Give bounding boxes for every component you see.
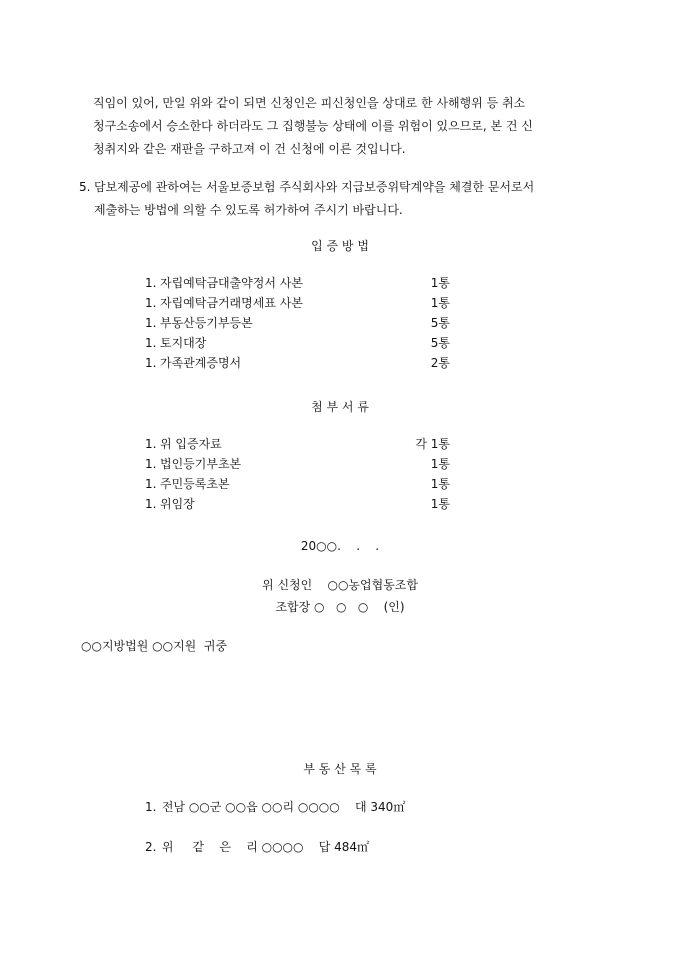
item-text: 위 같 은 리 ○○○○ 답 484㎡ — [161, 840, 370, 854]
item-number: 1. — [145, 477, 157, 491]
item-number: 2. — [145, 840, 157, 854]
item-qty: 1통 — [430, 276, 450, 290]
item-text: 자립예탁금대출약정서 사본 — [160, 276, 303, 290]
item-line: 제출하는 방법에 의할 수 있도록 허가하여 주시기 바랍니다. — [94, 203, 403, 217]
item-text: 자립예탁금거래명세표 사본 — [160, 296, 303, 310]
property-item — [145, 798, 405, 815]
list-item — [145, 454, 450, 474]
intro-paragraph — [93, 92, 603, 161]
attachments-list — [145, 434, 450, 514]
item-text: 전남 ○○군 ○○읍 ○○리 ○○○○ 대 340㎡ — [161, 800, 406, 814]
item-number: 1. — [145, 800, 157, 814]
list-item — [145, 474, 450, 494]
item-number: 5. — [79, 180, 91, 194]
list-item — [145, 494, 450, 514]
item-qty: 1통 — [430, 296, 450, 310]
item-number: 1. — [145, 276, 157, 290]
item-text: 가족관계증명서 — [160, 356, 242, 370]
list-item — [145, 273, 450, 293]
attachments-heading: 첨 부 서 류 — [311, 400, 369, 414]
property-heading: 부 동 산 목 록 — [303, 762, 377, 776]
item-text: 위임장 — [160, 497, 195, 511]
court-addressee: ○○지방법원 ○○지원 귀중 — [81, 639, 228, 653]
list-item — [145, 313, 450, 333]
item-qty: 5통 — [430, 336, 450, 350]
intro-line: 청취지와 같은 재판을 구하고져 이 건 신청에 이른 것입니다. — [93, 142, 406, 156]
item-number: 1. — [145, 457, 157, 471]
item-number: 1. — [145, 437, 157, 451]
applicant-line: 위 신청인 ○○농업협동조합 — [262, 578, 418, 592]
item-number: 1. — [145, 316, 157, 330]
list-item — [145, 333, 450, 353]
list-item — [145, 353, 450, 373]
item-qty: 1통 — [430, 457, 450, 471]
intro-line: 직임이 있어, 만일 위와 같이 되면 신청인은 피신청인을 상대로 한 사해행위 등 취소 — [93, 96, 526, 110]
list-item — [145, 293, 450, 313]
property-item — [145, 838, 369, 855]
intro-line: 청구소송에서 승소한다 하더라도 그 집행불능 상태에 이를 위험이 있으므로, 본 건 신 — [93, 119, 533, 133]
document-date: 20○○. . . — [300, 539, 380, 553]
item-number: 1. — [145, 336, 157, 350]
item-qty: 1통 — [430, 477, 450, 491]
representative-line: 조합장 ○ ○ ○ (인) — [275, 600, 405, 614]
item-qty: 1통 — [430, 497, 450, 511]
item-text: 주민등록초본 — [160, 477, 230, 491]
item-text: 법인등기부초본 — [160, 457, 242, 471]
item-line: 담보제공에 관하여는 서울보증보험 주식회사와 지급보증위탁계약을 체결한 문서로서 — [94, 180, 535, 194]
item-5 — [79, 176, 603, 222]
item-number: 1. — [145, 356, 157, 370]
item-number: 1. — [145, 497, 157, 511]
item-number: 1. — [145, 296, 157, 310]
evidence-heading: 입 증 방 법 — [311, 239, 369, 253]
evidence-list — [145, 273, 450, 373]
list-item — [145, 434, 450, 454]
item-text: 위 입증자료 — [160, 437, 222, 451]
item-qty: 5통 — [430, 316, 450, 330]
item-text: 토지대장 — [160, 336, 207, 350]
item-text: 부동산등기부등본 — [160, 316, 253, 330]
item-qty: 2통 — [430, 356, 450, 370]
item-qty: 각 1통 — [415, 437, 450, 451]
